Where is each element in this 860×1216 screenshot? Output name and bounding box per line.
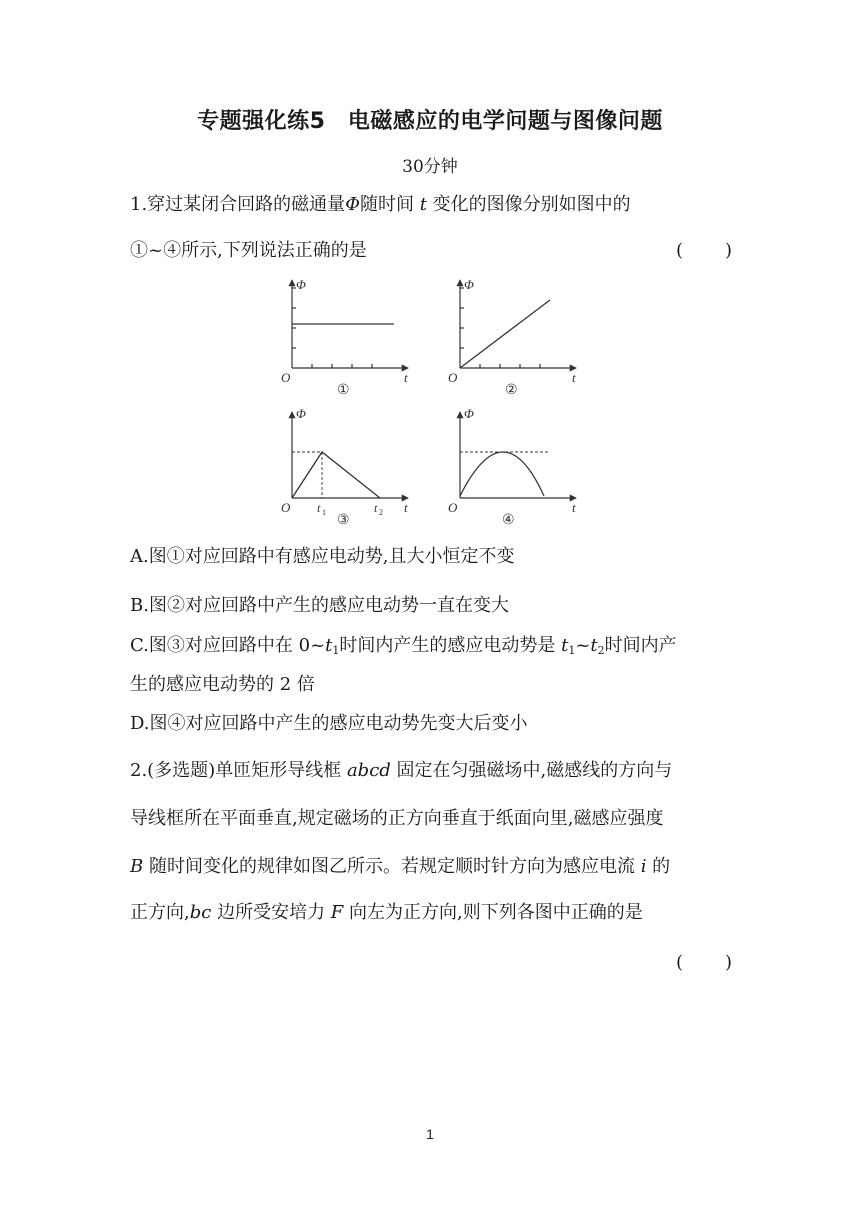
q1-stem-line2: ①~④所示,下列说法正确的是 <box>130 240 367 261</box>
graph-3-caption: ③ <box>337 513 350 528</box>
graph-3-x-label: t <box>404 500 408 515</box>
graph-3-t2-label: t <box>374 501 378 515</box>
graph-2-x-label: t <box>572 370 576 385</box>
graph-4-y-label: Φ <box>464 406 474 421</box>
graph-1-caption: ① <box>337 383 350 398</box>
graph-1-y-label: Φ <box>296 277 306 292</box>
q1-option-b: B.图②对应回路中产生的感应电动势一直在变大 <box>130 595 509 616</box>
q2-answer-blank: ( ) <box>676 952 735 973</box>
q2-stem-line2: 导线框所在平面垂直,规定磁场的正方向垂直于纸面向里,磁感应强度 <box>130 808 664 829</box>
graph-2-curve <box>460 300 550 368</box>
q2-stem-line3: B 随时间变化的规律如图乙所示。若规定顺时针方向为感应电流 i 的 <box>130 856 671 877</box>
graph-2-origin: O <box>448 370 458 385</box>
graph-1-x-label: t <box>404 370 408 385</box>
graph-1-origin: O <box>281 370 291 385</box>
q1-option-d: D.图④对应回路中产生的感应电动势先变大后变小 <box>130 713 528 734</box>
graph-3-origin: O <box>281 500 291 515</box>
q2-stem-line4: 正方向,bc 边所受安培力 F 向左为正方向,则下列各图中正确的是 <box>130 902 643 923</box>
page-title: 专题强化练5 电磁感应的电学问题与图像问题 <box>197 109 663 134</box>
q1-graphs-figure <box>270 268 590 530</box>
q1-answer-blank: ( ) <box>676 240 735 261</box>
graph-4-x-label: t <box>572 500 576 515</box>
graph-4-curve <box>460 452 544 496</box>
graph-2-y-label: Φ <box>464 277 474 292</box>
q2-stem-line1: 2.(多选题)单匝矩形导线框 abcd 固定在匀强磁场中,磁感线的方向与 <box>130 760 673 781</box>
graph-4 <box>460 412 576 498</box>
q1-option-a: A.图①对应回路中有感应电动势,且大小恒定不变 <box>130 546 515 567</box>
graph-3 <box>292 412 408 498</box>
graph-4-origin: O <box>448 500 458 515</box>
graph-3-t1-sub: 1 <box>322 508 326 517</box>
graph-2-caption: ② <box>505 383 518 398</box>
graph-3-curve <box>292 452 380 498</box>
q1-option-c-line2: 生的感应电动势的 2 倍 <box>130 674 315 695</box>
q1-stem-line1: 1.穿过某闭合回路的磁通量Φ随时间 t 变化的图像分别如图中的 <box>130 194 631 215</box>
graph-3-t2-sub: 2 <box>379 508 383 517</box>
page-number: 1 <box>426 1126 434 1142</box>
graph-1 <box>292 280 408 368</box>
q1-option-c-line1: C.图③对应回路中在 $0\sim t_1$时间内产生的感应电动势是 $t_1\sim t_2$时间内产 <box>130 635 677 657</box>
graph-3-y-label: Φ <box>296 406 306 421</box>
graph-4-caption: ④ <box>502 513 515 528</box>
time-limit: 30分钟 <box>402 157 458 177</box>
graph-2 <box>460 280 576 368</box>
graph-3-t1-label: t <box>317 501 321 515</box>
